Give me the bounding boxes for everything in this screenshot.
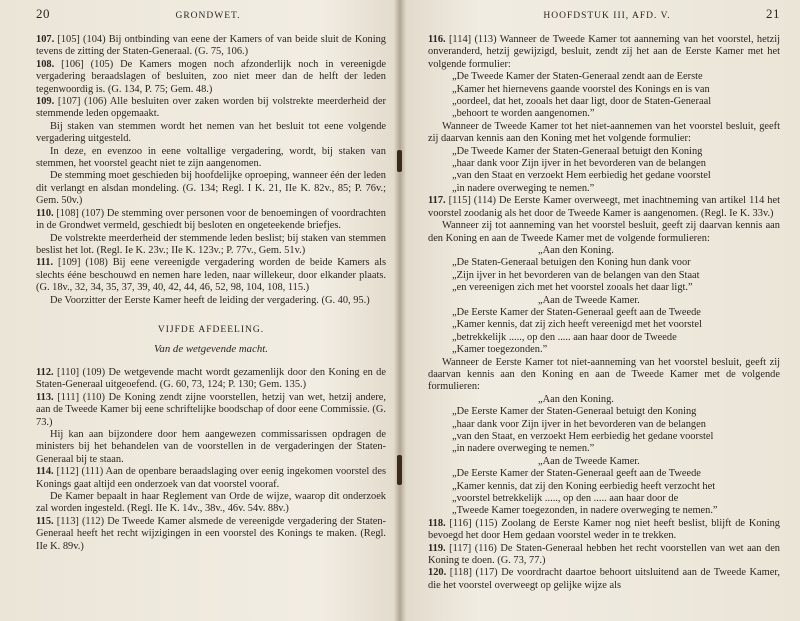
paragraph [36,233,386,258]
article-text: De volstrekte meerderheid der stemmende leden beslist; bij staken van stemmen beslist het lot. (Regl. Ie K. 23v.; IIe K. 123v.; P. 77v., Gem. 51v.) [36,232,386,256]
formula-6 [428,468,780,518]
article-number: 111. [36,257,54,269]
formula-4 [428,307,780,357]
formula-3 [428,257,780,294]
paragraph [36,121,386,146]
left-article-block-2 [36,367,386,553]
section-subtitle: Van de wetgevende macht. [154,342,268,355]
right-article-block [428,34,780,592]
paragraph: Wanneer zij tot aanneming van het voorstel besluit, geeft zij daarvan kennis aan den Koning en aan de Tweede Kamer met de volgende formulieren: [428,220,780,244]
article-text: [106] (105) De Kamers mogen noch afzonderlijk noch in vereenigde vergadering beraadslagen of besluiten, zoo niet meer dan de helft der leden tegenwoordig is. (G. 134, P. 75; Gem. 48.) [36,58,386,95]
article-text: Hij kan aan bijzondere door hem aangewezen commissarissen opdragen de ministers bij het behandelen van de voorstellen in de vergaderingen der Staten-Generaal bij te staan. [36,428,386,465]
article-paragraph [36,257,386,294]
left-running-head [36,6,386,22]
article-text: [109] (108) Bij eene vereenigde vergadering worden de beide Kamers als slechts ééne beschouwd en nemen hare leden, naar willekeur, door elkander plaats. (G. 18v., 32, 34, 35, 37, 39, 40, 42, 44, 46, 52, 98, 104, 108, 115.) [36,257,386,294]
article-text: [114] (113) Wanneer de Tweede Kamer tot aanneming van het voorstel, hetzij onveranderd, hetzij gewijzigd, besluit, zendt zij het aan de Eerste Kamer met het volgende formulier: [428,34,780,70]
formula-line: „behoort te worden aangenomen.” [452,108,595,120]
formula-line: „De Eerste Kamer der Staten-Generaal geeft aan de Tweede [452,468,701,480]
formula-line: „haar dank voor Zijn ijver in het bevorderen van de belangen [452,418,706,430]
binding-thread [397,150,402,172]
formula-line: „van den Staat en verzoekt Hem eerbiedig het gedane voorstel [452,170,711,182]
formula-heading: „Aan den Koning. [538,393,614,405]
article-paragraph [36,59,386,96]
formula-line: „De Eerste Kamer der Staten-Generaal geeft aan de Tweede [452,306,701,318]
article-text: [108] (107) De stemming over personen voor de benoemingen of voordrachten in de Grondwet vermeld, geschiedt bij besloten en ongeteekende briefjes. [36,207,386,232]
article-number: 110. [36,207,54,219]
formula-line: „Zijn ijver in het bevorderen van de belangen van den Staat [452,269,700,281]
formula-line: „in nadere overweging te nemen.” [452,443,595,455]
article-text: [113] (112) De Tweede Kamer alsmede de vereenigde vergadering der Staten-Generaal heeft het recht wijzigingen in een voorstel des Konings te maken. (Regl. IIe K. 89v.) [36,515,386,552]
left-article-block-1 [36,34,386,307]
right-page [400,0,800,621]
article-text: [110] (109) De wetgevende macht wordt gezamenlijk door den Koning en de Staten-Generaal uitgeoefend. (G. 60, 73, 124; P. 130; Gem. 135.) [36,366,386,391]
formula-1 [428,71,780,121]
article-number: 113. [36,391,54,403]
article-paragraph [36,208,386,233]
book-gutter [394,0,406,621]
formula-line: „Kamer het hiernevens gaande voorstel des Konings en is van [452,83,710,95]
article-number: 109. [36,96,55,108]
article-text: De stemming moet geschieden bij hoofdelijke oproeping, wanneer één der leden dit verlangt en alsdan mondeling. (G. 134; Regl. I K. 21, IIe K. 82v., 85; P. 76v.; Gem. 50v.) [36,170,386,207]
article-text: Bij staken van stemmen wordt het nemen van het besluit tot eene volgende vergadering uitgesteld. [36,120,386,145]
paragraph: Wanneer de Eerste Kamer tot niet-aanneming van het voorstel besluit, geeft zij daarvan kennis aan den Koning en aan de Tweede Kamer met de volgende formulieren: [428,356,780,393]
formula-line: „Kamer toegezonden.” [452,344,548,356]
right-running-head [428,6,780,22]
formula-line: „van den Staat, en verzoekt Hem eerbiedig het gedane voorstel [452,431,714,442]
formula-line: „en vereenigen zich met het voorstel zooals het daar ligt.” [452,282,693,294]
article-paragraph [36,516,386,553]
article-number: 120. [428,567,447,579]
article-paragraph [36,466,386,491]
article-number: 119. [428,542,446,554]
article-text: [116] (115) Zoolang de Eerste Kamer nog niet heeft beslist, blijft de Koning bevoegd het door Hem gedaan voorstel weder in te trekken. [428,517,780,542]
formula-line: „in nadere overweging te nemen.” [452,182,595,194]
article-text: De Voorzitter der Eerste Kamer heeft de leiding der vergadering. (G. 40, 95.) [50,294,370,306]
section-title: VIJFDE AFDEELING. [157,324,265,335]
paragraph [36,491,386,516]
article-text: In deze, en evenzoo in eene voltallige vergadering, wordt, bij staken van stemmen, het voorstel geacht niet te zijn aangenomen. [36,145,386,170]
article-text: [115] (114) De Eerste Kamer overweegt, met inachtneming van artikel 114 het voorstel zoodanig als het door de Tweede Kamer is aangenomen. (Regl. Ie K. 33v.) [428,195,780,219]
formula-line: „Kamer kennis, dat zij zich heeft vereenigd met het voorstel [452,319,702,331]
article-text: [117] (116) De Staten-Generaal hebben het recht voorstellen van wet aan den Koning te doen. (G. 73, 77.) [428,542,780,567]
article-text: [112] (111) Aan de openbare beraadslaging over eenig ingekomen voorstel des Konings gaat altijd een onderzoek van dat voorstel vooraf. [36,466,386,490]
formula-line: „Kamer kennis, dat zij den Koning eerbiedig heeft verzocht het [452,480,716,492]
article-117 [428,195,780,220]
article-paragraph [36,367,386,392]
formula-heading: „Aan de Tweede Kamer. [538,455,640,467]
formula-5 [428,406,780,456]
article-120 [428,567,780,592]
article-number: 118. [428,517,446,529]
formula-line: „Tweede Kamer toegezonden, in nadere overweging te nemen.” [452,505,718,517]
formula-line: „De Eerste Kamer der Staten-Generaal betuigt den Koning [452,406,697,418]
formula-line: „voorstel betrekkelijk ....., op den ..... aan haar door de [452,493,679,505]
formula-line: „De Tweede Kamer der Staten-Generaal betuigt den Koning [452,145,703,157]
article-118 [428,518,780,543]
formula-line: „De Staten-Generaal betuigen den Koning hun dank voor [452,257,691,269]
article-number: 114. [36,466,54,478]
article-number: 107. [36,34,55,45]
left-header-title: GRONDWET. [175,11,241,21]
formula-heading: „Aan den Koning. [538,244,614,256]
right-page-number: 21 [765,6,780,21]
paragraph [36,170,386,207]
article-number: 117. [428,195,446,207]
article-number: 112. [36,366,54,378]
paragraph [36,295,386,307]
formula-line: „betrekkelijk ....., op den ..... aan haar door de Tweede [452,331,677,343]
paragraph [36,146,386,171]
article-text: De Kamer bepaalt in haar Reglement van Orde de wijze, waarop dit onderzoek zal worden ingesteld. (Regl. IIe K. 14v., 38v., 46v. 54v. 88v.) [36,491,386,515]
left-page-number: 20 [36,6,50,21]
binding-thread [397,455,402,485]
paragraph [36,429,386,466]
formula-heading: „Aan de Tweede Kamer. [538,294,640,306]
article-text: [118] (117) De voordracht daartoe behoort uitsluitend aan de Tweede Kamer, die het voorstel overweegt op gelijke wijze als [428,567,780,591]
article-paragraph [36,96,386,121]
paragraph: Wanneer de Tweede Kamer tot het niet-aannemen van het voorstel besluit, geeft zij daarvan kennis aan den Koning met het volgende formulier: [428,120,780,145]
article-119 [428,543,780,568]
formula-2 [428,146,780,196]
article-number: 115. [36,515,54,527]
article-paragraph [36,392,386,429]
right-header-title: HOOFDSTUK III, AFD. V. [543,11,671,21]
article-number: 116. [428,34,446,45]
article-number: 108. [36,58,55,70]
formula-line: „haar dank voor Zijn ijver in het bevorderen van de belangen [452,158,706,170]
article-text: [107] (106) Alle besluiten over zaken worden bij volstrekte meerderheid der stemmende leden opgemaakt. [36,96,386,120]
article-paragraph [36,34,386,59]
article-text: [111] (110) De Koning zendt zijne voorstellen, hetzij van wet, hetzij andere, aan de Tweede Kamer bij eene schriftelijke boodschap of door eene Commissie. (G. 73.) [36,391,386,428]
formula-line: „De Tweede Kamer der Staten-Generaal zendt aan de Eerste [452,71,703,83]
article-116 [428,34,780,71]
formula-line: „oordeel, dat het, zooals het daar ligt, door de Staten-Generaal [452,96,712,108]
article-text: [105] (104) Bij ontbinding van eene der Kamers of van beide sluit de Koning tevens de zitting der Staten-Generaal. (G. 75, 106.) [36,34,386,58]
